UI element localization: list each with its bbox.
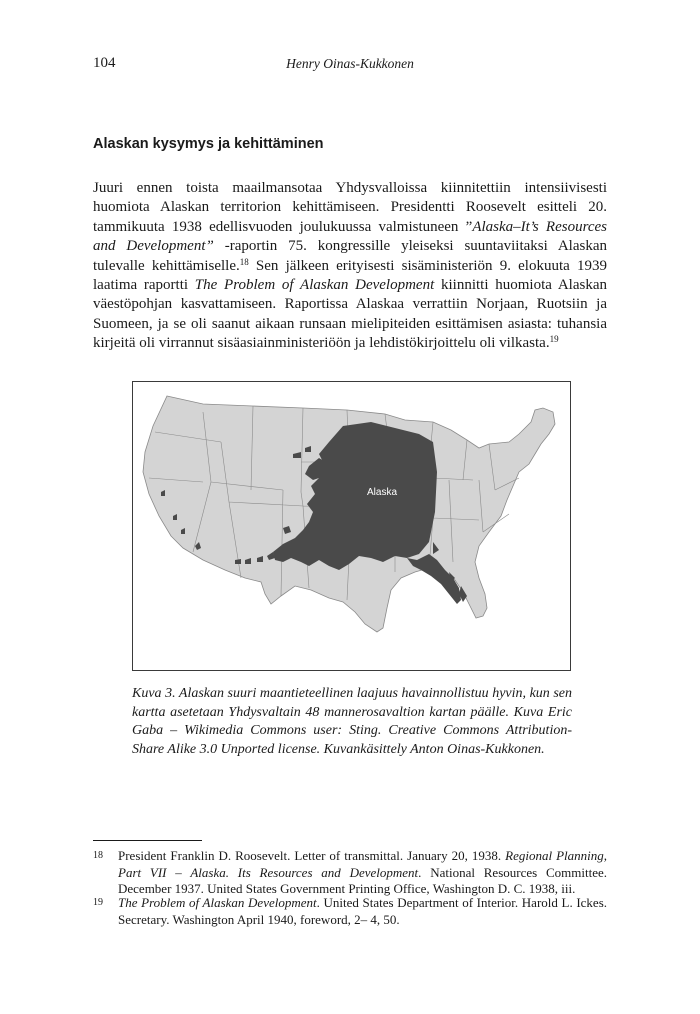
map-image — [133, 382, 570, 670]
running-head: Henry Oinas-Kukkonen — [286, 56, 414, 71]
text-segment: . National Resources Committee. December 1937. United States Government Printing Office, Washington D. C. 1938, iii. — [118, 864, 608, 897]
footnote-text — [118, 895, 607, 928]
footnote-ref-18[interactable]: 18 — [239, 256, 249, 267]
map-label-alaska: Alaska — [366, 487, 398, 498]
figure-frame — [132, 381, 571, 671]
text-segment: -raportin 75. kongressille yleiseksi suuntaviitaksi Alaskan tulevalle kehittämiselle. — [93, 238, 607, 274]
report-title-1: Alaska–It’s Resources and Development” — [93, 218, 607, 255]
page-number: 104 — [93, 55, 116, 71]
footnote-text — [118, 848, 607, 898]
publication-title: Regional Planning, Part VII – Alaska. Its Resources and Development — [118, 848, 607, 880]
footnote-19 — [93, 895, 607, 928]
footnote-18 — [93, 848, 607, 898]
text-segment: Juuri ennen toista maailmansotaa Yhdysvalloissa kiinnitettiin intensiivisesti huomiota Alaskan territorion kehittämiseen. Presidentti Roosevelt esitteli 20. tammikuuta 1938 edellisvuoden joulukuussa valmistuneen ” — [93, 180, 607, 235]
section-title: Alaskan kysymys ja kehittäminen — [93, 136, 324, 152]
caption-text: Kuva 3. Alaskan suuri maantieteellinen laajuus havainnollistuu hyvin, kun sen kartta asetetaan Yhdysvaltain 48 mannerosavaltion kartan päälle. Kuva Eric Gaba – Wikimedia Commons user: Sting. Creative Commons Attribution-Share Alike 3.0 Unported license. Kuvankäsittely Anton Oinas-Kukkonen. — [132, 686, 572, 757]
footnote-number: 18 — [93, 850, 103, 861]
figure-caption — [132, 685, 572, 759]
paragraph-1 — [93, 179, 607, 354]
text-segment: Sen jälkeen erityisesti sisäministeriön 9. elokuuta 1939 laatima raportti — [93, 257, 607, 294]
text-segment: kiinnitti huomiota Alaskan väestöpohjan kasvattamiseen. Raportissa Alaskaa verrattiin Norjaan, Ruotsiin ja Suomeen, ja se oli saanut aikaan runsaan mielipiteiden esittämisen asiasta: tuhansia kirjeitä oli virrannut sisäasiainministeriöön ja lehdistökirjoittelu oli vilkasta. — [93, 277, 607, 352]
footnote-ref-19[interactable]: 19 — [549, 334, 559, 345]
text-segment: President Franklin D. Roosevelt. Letter of transmittal. January 20, 1938. — [118, 848, 506, 863]
report-title-2: The Problem of Alaskan Development — [194, 277, 435, 294]
body-paragraph — [93, 179, 607, 354]
publication-title: The Problem of Alaskan Development — [118, 895, 317, 910]
footnote-rule — [93, 840, 202, 841]
footnote-number: 19 — [93, 897, 103, 908]
text-segment: . United States Department of Interior. Harold L. Ickes. Secretary. Washington April 1940, foreword, 2– 4, 50. — [118, 895, 607, 927]
